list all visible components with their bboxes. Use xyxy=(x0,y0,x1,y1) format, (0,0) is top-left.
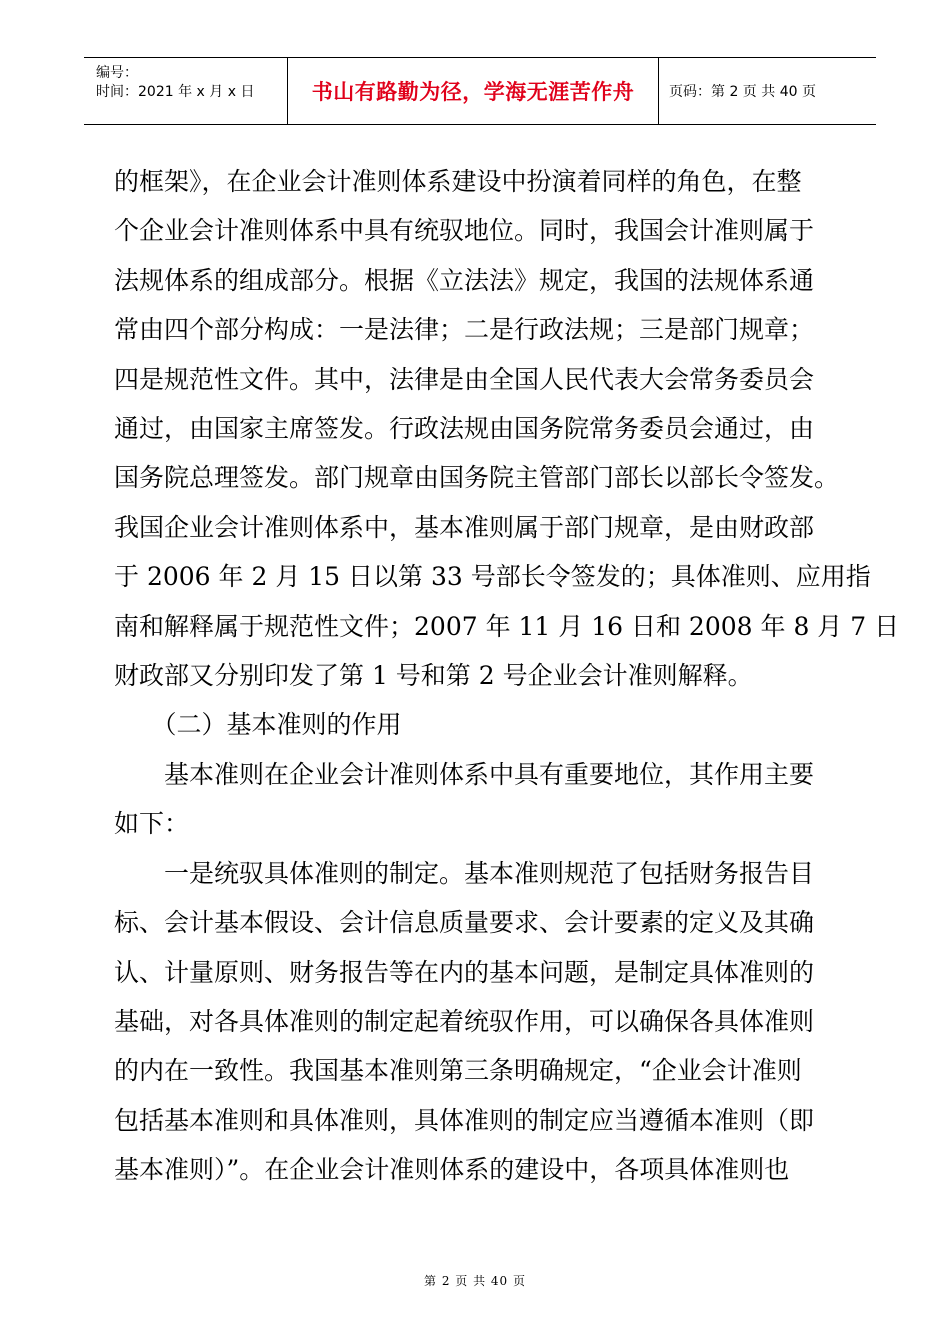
header-motto: 书山有路勤为径，学海无涯苦作舟 xyxy=(287,58,659,124)
body-text xyxy=(114,157,900,1195)
text-line: 包括基本准则和具体准则，具体准则的制定应当遵循本准则（即 xyxy=(114,1105,815,1135)
page-header xyxy=(84,57,876,125)
text-line: 基本准则）”。在企业会计准则体系的建设中，各项具体准则也 xyxy=(114,1155,790,1185)
text-line: 四是规范性文件。其中，法律是由全国人民代表大会常务委员会 xyxy=(114,364,815,394)
text-line: 基本准则在企业会计准则体系中具有重要地位，其作用主要 xyxy=(114,759,815,789)
text-line: 的内在一致性。我国基本准则第三条明确规定，“企业会计准则 xyxy=(114,1056,802,1086)
text-line: 财政部又分别印发了第 1 号和第 2 号企业会计准则解释。 xyxy=(114,661,753,691)
text-line: 国务院总理签发。部门规章由国务院主管部门部长以部长令签发。 xyxy=(114,463,840,493)
text-line: 南和解释属于规范性文件；2007 年 11 月 16 日和 2008 年 8 月 7 日 xyxy=(114,611,900,641)
number-label: 编号： xyxy=(96,65,138,81)
text-line: 标、会计基本假设、会计信息质量要求、会计要素的定义及其确 xyxy=(114,908,815,938)
text-line: 常由四个部分构成：一是法律；二是行政法规；三是部门规章； xyxy=(114,315,815,345)
text-line: 一是统驭具体准则的制定。基本准则规范了包括财务报告目 xyxy=(114,858,815,888)
text-line: 通过，由国家主席签发。行政法规由国务院常务委员会通过，由 xyxy=(114,414,815,444)
text-line: 我国企业会计准则体系中，基本准则属于部门规章，是由财政部 xyxy=(114,512,815,542)
header-page-info: 页码：第 2 页 共 40 页 xyxy=(669,84,816,100)
page-footer: 第 2 页 共 40 页 xyxy=(424,1274,526,1288)
header-meta xyxy=(84,58,287,124)
text-line: 于 2006 年 2 月 15 日以第 33 号部长令签发的；具体准则、应用指 xyxy=(114,562,871,592)
time-label: 时间：2021 年 x 月 x 日 xyxy=(96,84,255,100)
text-line: 法规体系的组成部分。根据《立法法》规定，我国的法规体系通 xyxy=(114,265,815,295)
text-line: 认、计量原则、财务报告等在内的基本问题，是制定具体准则的 xyxy=(114,957,815,987)
text-line: 如下： xyxy=(114,809,190,839)
text-line: 基础，对各具体准则的制定起着统驭作用，可以确保各具体准则 xyxy=(114,1006,815,1036)
section-heading: （二）基本准则的作用 xyxy=(114,710,402,740)
text-line: 的框架》，在企业会计准则体系建设中扮演着同样的角色，在整 xyxy=(114,167,802,196)
text-line: 个企业会计准则体系中具有统驭地位。同时，我国会计准则属于 xyxy=(114,216,815,246)
